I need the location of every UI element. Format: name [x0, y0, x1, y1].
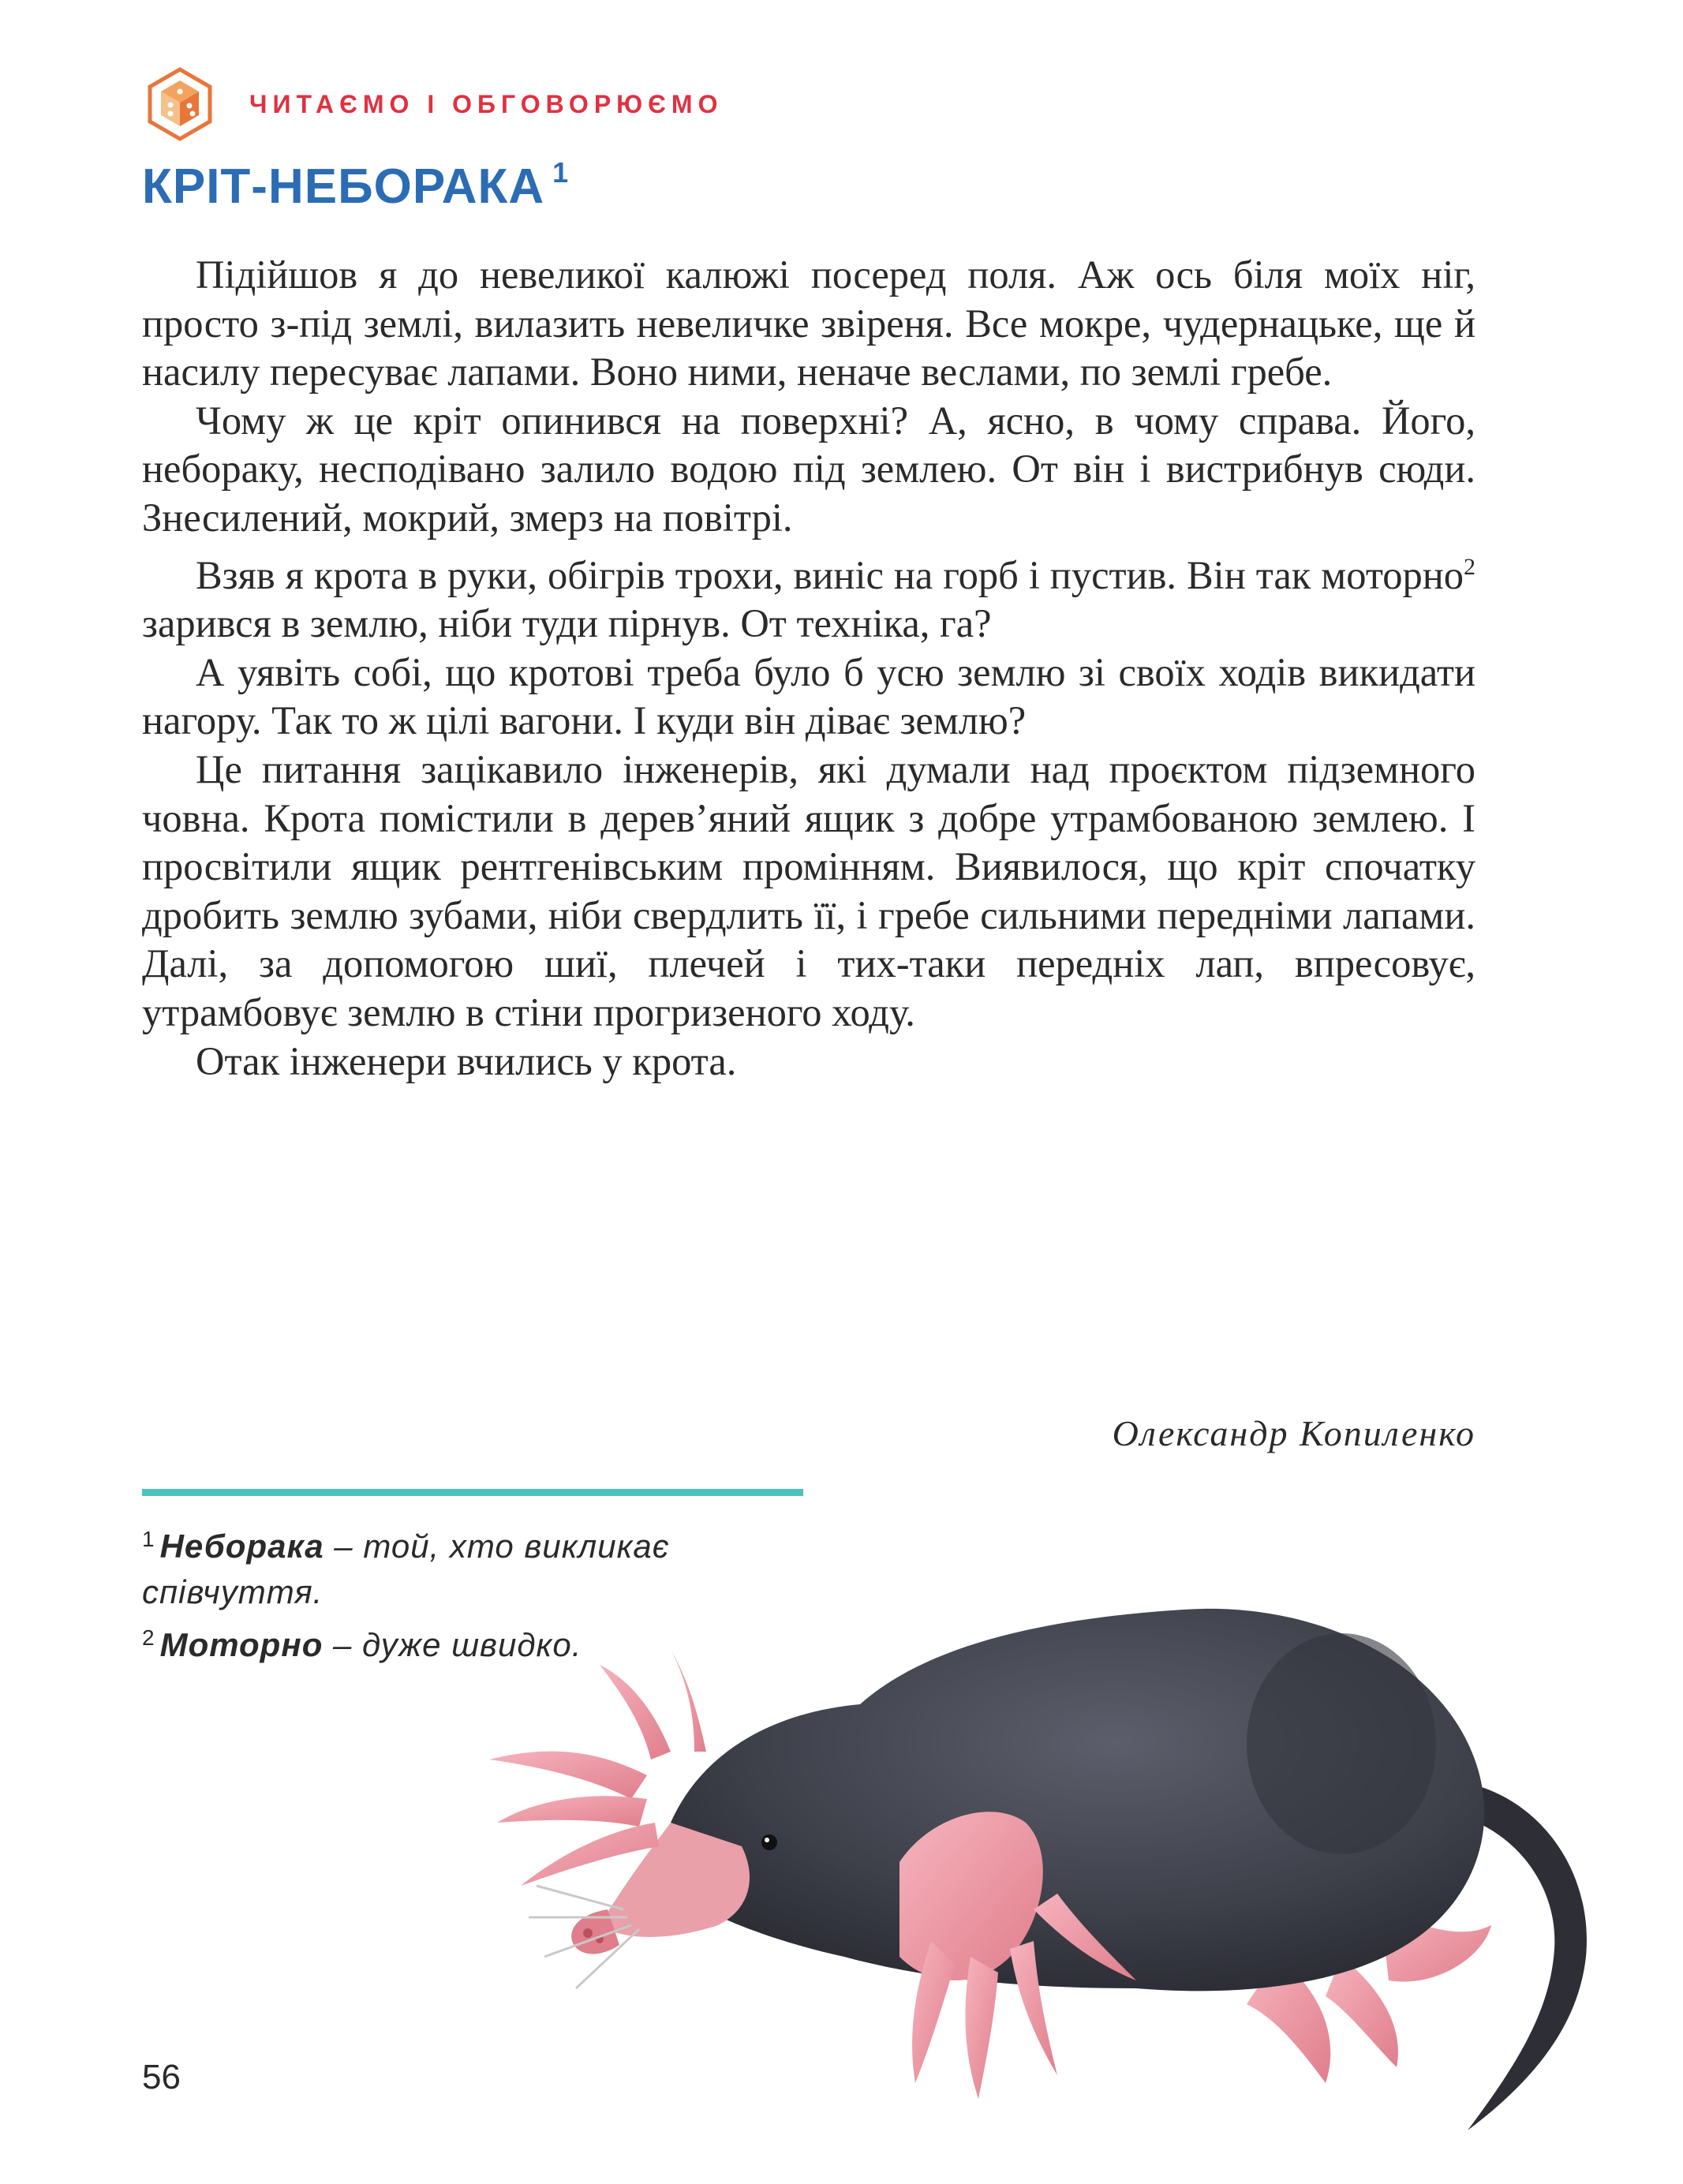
- title-text: КРІТ-НЕБОРАКА: [142, 159, 545, 214]
- dice-cube-icon: [147, 66, 213, 142]
- author-name: Олександр Копиленко: [1112, 1413, 1475, 1453]
- footnote-definition: – той, хто викликає співчуття.: [142, 1528, 670, 1610]
- footnote: [142, 1615, 821, 1668]
- paragraph-text: Взяв я крота в руки, обігрів трохи, виніс на горб і пустив. Він так моторно: [196, 552, 1464, 597]
- paragraph-text: зарився в землю, ніби туди пірнув. От техніка, га?: [142, 601, 992, 646]
- story-text: [142, 251, 1475, 1086]
- story-paragraph: Отак інженери вчились у крота.: [196, 1038, 737, 1083]
- story-paragraph: [142, 543, 1475, 649]
- page-number: 56: [142, 2058, 181, 2096]
- footnote-number: 2: [142, 1625, 155, 1650]
- section-label: ЧИТАЄМО І ОБГОВОРЮЄМО: [249, 89, 724, 118]
- story-paragraph: А уявіть собі, що кротові треба було б усю землю зі своїх ходів викидати нагору. Так то ж цілі вагони. І куди він діває землю?: [142, 649, 1475, 743]
- footnote-ref: 2: [1464, 553, 1475, 580]
- story-paragraph: Чому ж це кріт опинився на поверхні? А, ясно, в чому справа. Його, небораку, несподівано залило водою під землею. От він і вистрибнув сюди. Знесилений, мокрий, змерз на повітрі.: [142, 398, 1475, 540]
- footnote: [142, 1516, 821, 1615]
- page-title: [142, 156, 569, 215]
- footnote-divider: [142, 1489, 803, 1496]
- footnote-definition: – дуже швидко.: [323, 1626, 582, 1663]
- footnote-term: Неборака: [159, 1528, 324, 1565]
- title-footnote-ref: 1: [552, 156, 570, 189]
- footnote-term: Моторно: [159, 1626, 324, 1663]
- story-paragraph: Підійшов я до невеликої калюжі посеред поля. Аж ось біля моїх ніг, просто з-під землі, вилазить невеличке звіреня. Все мокре, чудернацьке, ще й насилу пересуває лапами. Воно ними, неначе веслами, по землі гребе.: [142, 252, 1475, 395]
- footnotes: [142, 1516, 821, 1668]
- section-header: [147, 66, 723, 142]
- footnote-number: 1: [142, 1527, 155, 1551]
- story-paragraph: Це питання зацікавило інженерів, які думали над проєктом підземного човна. Крота помістили в дерев’яний ящик з добре утрамбованою землею. І просвітили ящик рентгенівським промінням. Виявилося, що кріт спочатку дробить землю зубами, ніби свердлить її, і гребе сильними передніми лапами. Далі, за допомогою шиї, плечей і тих-таки передніх лап, впресовує, утрамбовує землю в стіни прогризеного ходу.: [142, 746, 1475, 1034]
